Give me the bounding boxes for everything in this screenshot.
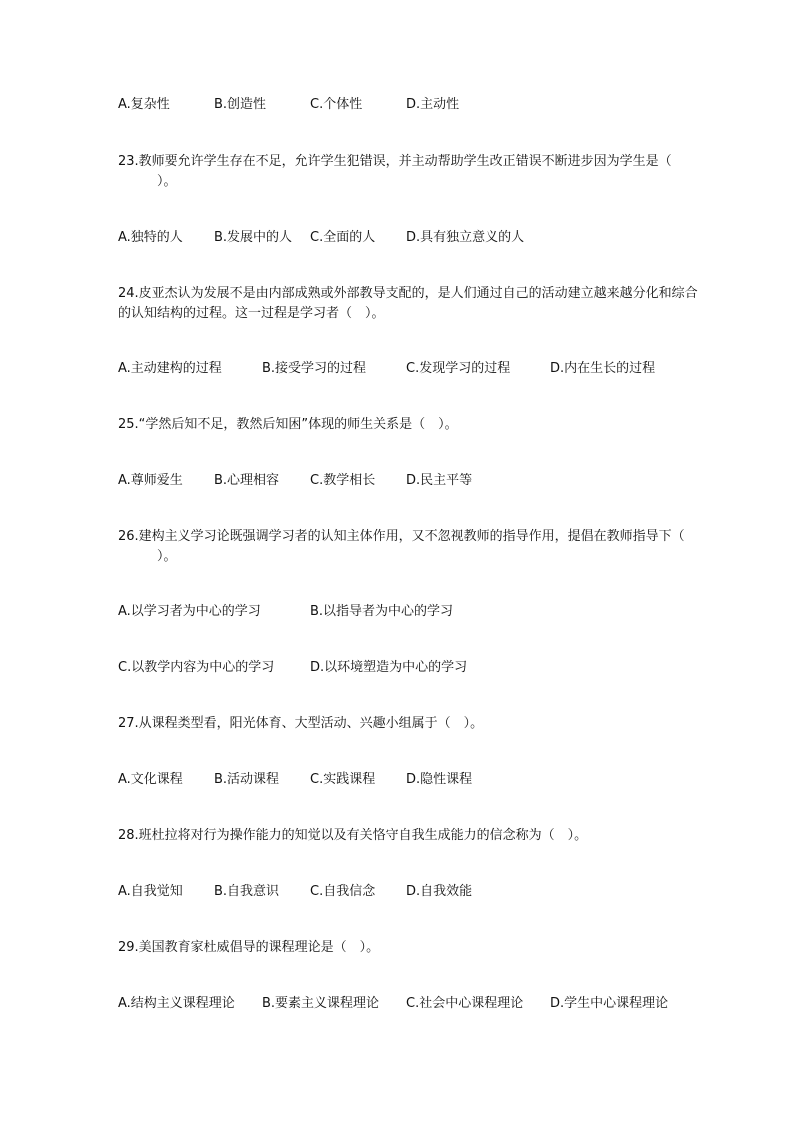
option-d: D.隐性课程: [406, 772, 473, 787]
options-q24: [118, 360, 655, 378]
option-c: C.社会中心课程理论: [406, 996, 524, 1011]
option-d: D.自我效能: [406, 884, 473, 899]
options-q25: [118, 472, 472, 490]
option-a: A.结构主义课程理论: [118, 996, 235, 1011]
option-a: A.尊师爱生: [118, 473, 183, 488]
option-d: D.内在生长的过程: [550, 361, 656, 376]
question-24-line-2: 的认知结构的过程。这一过程是学习者（ ）。: [118, 306, 385, 321]
option-a: A.独特的人: [118, 230, 183, 245]
option-d: D.学生中心课程理论: [550, 996, 669, 1011]
option-c: C.发现学习的过程: [406, 361, 511, 376]
option-d: D.具有独立意义的人: [406, 230, 525, 245]
question-26-line-2: ）。: [118, 549, 177, 564]
question-23-line-1: 23.教师要允许学生存在不足，允许学生犯错误，并主动帮助学生改正错误不断进步因为学生是（: [118, 154, 672, 169]
question-29: 29.美国教育家杜威倡导的课程理论是（ ）。: [118, 940, 380, 955]
options-q23: [118, 229, 524, 247]
option-a: A.自我觉知: [118, 884, 183, 899]
option-a: A.文化课程: [118, 772, 183, 787]
options-q26-row-1: [118, 603, 453, 621]
question-27: 27.从课程类型看，阳光体育、大型活动、兴趣小组属于（ ）。: [118, 716, 484, 731]
option-b: B.自我意识: [214, 884, 280, 899]
options-q29: [118, 995, 668, 1013]
option-d: D.以环境塑造为中心的学习: [310, 660, 468, 675]
option-b: B.活动课程: [214, 772, 280, 787]
option-c: C.个体性: [310, 97, 363, 112]
options-q26-row-2: [118, 659, 467, 677]
option-c: C.自我信念: [310, 884, 376, 899]
option-c: C.教学相长: [310, 473, 376, 488]
option-b: B.要素主义课程理论: [262, 996, 380, 1011]
option-c: C.全面的人: [310, 230, 376, 245]
option-d: D.主动性: [406, 97, 460, 112]
option-b: B.心理相容: [214, 473, 280, 488]
option-b: B.创造性: [214, 97, 267, 112]
question-26-line-1: 26.建构主义学习论既强调学习者的认知主体作用，又不忽视教师的指导作用，提倡在教师指导下（: [118, 529, 685, 544]
options-q28: [118, 883, 472, 901]
option-c: C.以教学内容为中心的学习: [118, 660, 275, 675]
option-b: B.接受学习的过程: [262, 361, 367, 376]
options-q27: [118, 771, 472, 789]
options-q22: [118, 96, 459, 114]
question-28: 28.班杜拉将对行为操作能力的知觉以及有关恪守自我生成能力的信念称为（ ）。: [118, 828, 588, 843]
question-24-line-1: 24.皮亚杰认为发展不是由内部成熟或外部教导支配的，是人们通过自己的活动建立越来越分化和综合: [118, 286, 698, 301]
option-a: A.主动建构的过程: [118, 361, 222, 376]
option-d: D.民主平等: [406, 473, 473, 488]
option-b: B.以指导者为中心的学习: [310, 604, 454, 619]
question-23-line-2: ）。: [118, 174, 177, 189]
option-a: A.复杂性: [118, 97, 170, 112]
option-a: A.以学习者为中心的学习: [118, 604, 261, 619]
option-b: B.发展中的人: [214, 230, 293, 245]
option-c: C.实践课程: [310, 772, 376, 787]
question-25: 25.“学然后知不足，教然后知困”体现的师生关系是（ ）。: [118, 417, 458, 432]
